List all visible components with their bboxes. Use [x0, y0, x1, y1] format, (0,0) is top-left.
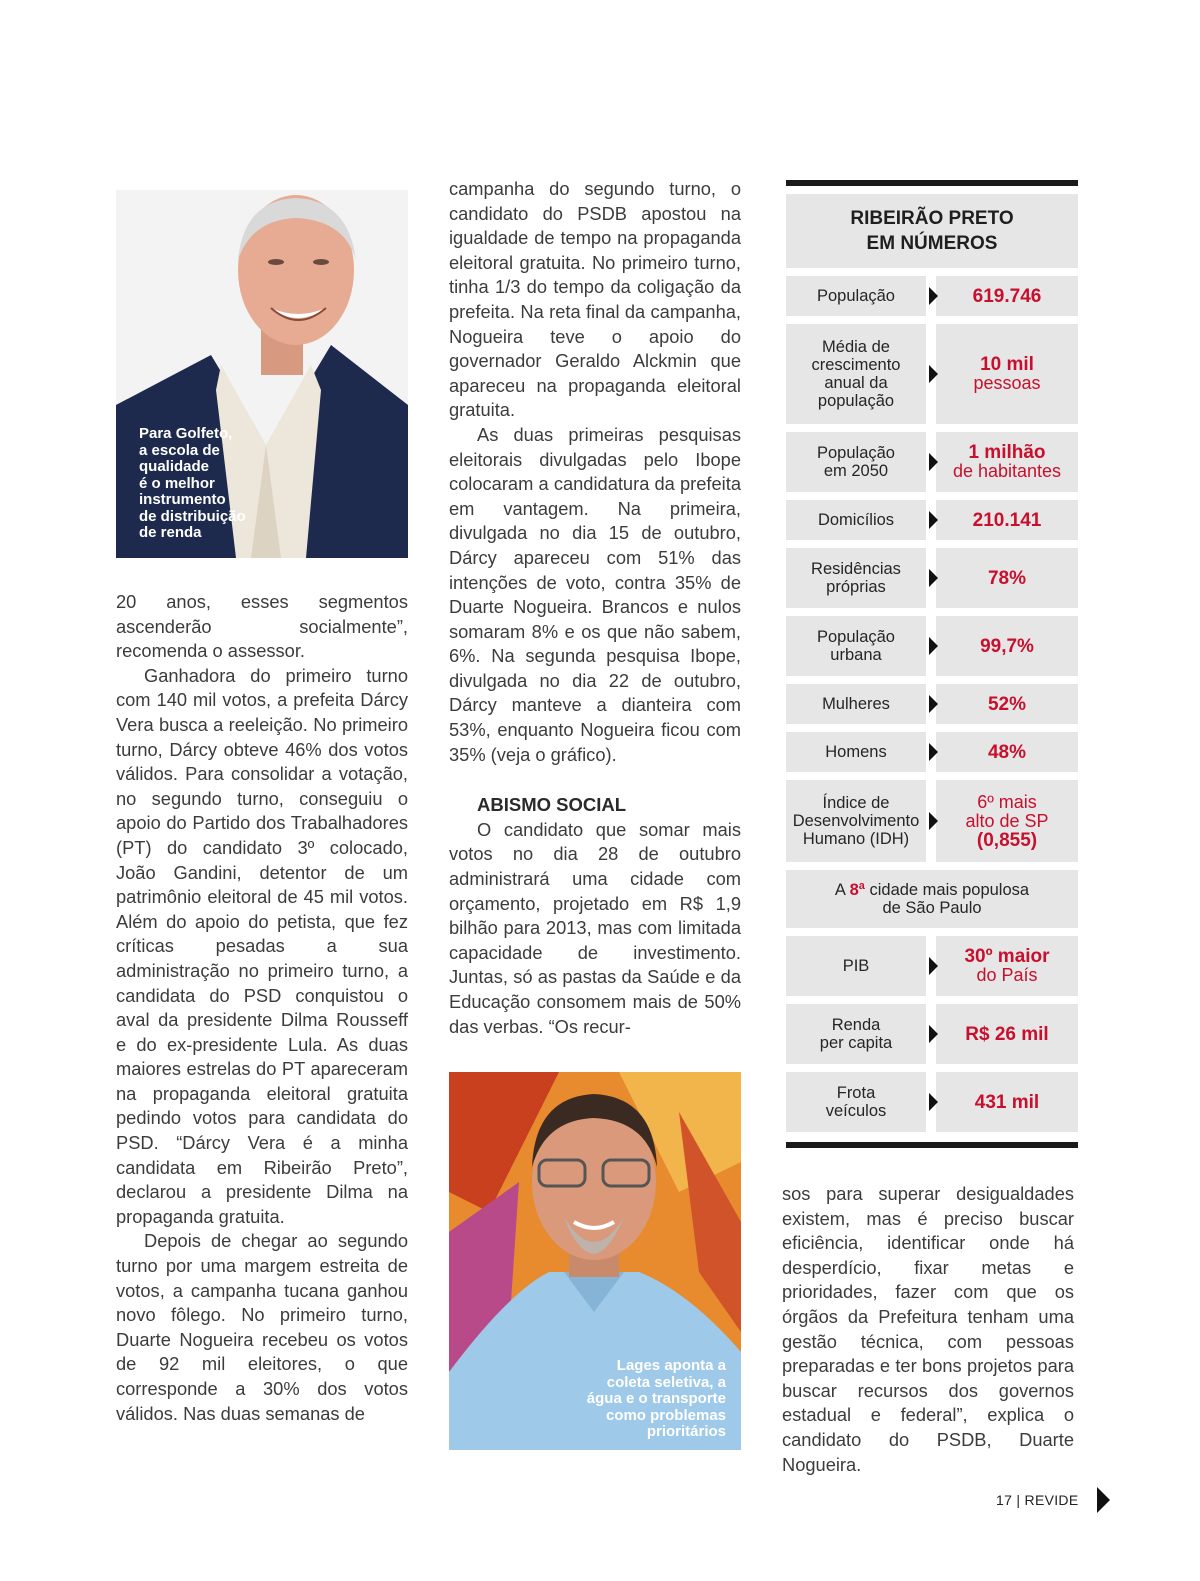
- stat-label: População urbana: [786, 616, 926, 676]
- paragraph: O candidato que somar mais votos no dia 28 de outubro administrará uma cidade com orçamento, projetado em R$ 1,9 bilhão para 2013, mas com limitada capacidade de investimento. Juntas, só as pastas da Saúde e da Educação consomem mais de 50% das verbas. “Os recur-: [449, 818, 741, 1037]
- caption-line: instrumento: [139, 491, 226, 508]
- arrow-icon: [929, 365, 938, 383]
- footer-separator: |: [1016, 1492, 1021, 1508]
- arrow-icon: [929, 743, 938, 761]
- stat-value: 30º maior do País: [936, 936, 1078, 996]
- stat-value: 99,7%: [936, 616, 1078, 676]
- caption-line: de renda: [139, 524, 202, 541]
- title-line: RIBEIRÃO PRETO: [850, 208, 1014, 229]
- caption-line: qualidade: [139, 458, 210, 475]
- title-line: EM NÚMEROS: [866, 233, 998, 254]
- stat-row-idh: [786, 780, 1078, 862]
- arrow-icon: [929, 695, 938, 713]
- arrow-icon: [929, 812, 938, 830]
- paragraph: As duas primeiras pesquisas eleitorais divulgadas pelo Ibope colocaram a candidatura da prefeita em vantagem. Na primeira, divulgada no dia 15 de outubro, Dárcy apareceu com 51% das intenções de voto, contra 35% de Duarte Nogueira. Brancos e nulos somaram 8% e os que não sabem, 6%. Na segunda pesquisa Ibope, divulgada no dia 22 de outubro, Dárcy manteve a dianteira com 53%, enquanto Nogueira ficou com 35% (veja o gráfico).: [449, 423, 741, 765]
- caption-line: de distribuição: [139, 507, 246, 525]
- stat-row-renda: [786, 1004, 1078, 1064]
- stat-label: População: [786, 276, 926, 316]
- stat-value: 78%: [936, 548, 1078, 608]
- stat-label: Domicílios: [786, 500, 926, 540]
- stat-value: 210.141: [936, 500, 1078, 540]
- stat-value: 52%: [936, 684, 1078, 724]
- paragraph: 20 anos, esses segmentos ascenderão socialmente”, recomenda o assessor.: [116, 591, 408, 662]
- arrow-icon: [929, 1093, 938, 1111]
- stat-row-mulheres: [786, 684, 1078, 724]
- stat-row-homens: [786, 732, 1078, 772]
- stat-value: R$ 26 mil: [936, 1004, 1078, 1064]
- stat-row-crescimento: [786, 324, 1078, 424]
- stat-label: Índice de Desenvolvimento Humano (IDH): [786, 780, 926, 862]
- stat-value: 10 mil pessoas: [936, 324, 1078, 424]
- page-footer: [996, 1492, 1078, 1508]
- stat-row-urbana: [786, 616, 1078, 676]
- stat-label: Homens: [786, 732, 926, 772]
- caption-line: coleta seletiva, a: [606, 1373, 726, 1391]
- stat-row-pib: [786, 936, 1078, 996]
- caption-line: prioritários: [646, 1423, 726, 1440]
- next-page-arrow-icon: [1097, 1487, 1110, 1513]
- magazine-name: REVIDE: [1024, 1492, 1079, 1508]
- bottom-rule: [786, 1142, 1078, 1148]
- stat-value: 619.746: [936, 276, 1078, 316]
- page-number: 17: [996, 1492, 1013, 1508]
- arrow-icon: [929, 957, 938, 975]
- golfeto-caption: [139, 426, 246, 542]
- stat-row-residencias: [786, 548, 1078, 608]
- caption-line: é o melhor: [139, 474, 215, 492]
- caption-line: como problemas: [605, 1406, 726, 1424]
- caption-line: Lages aponta a: [616, 1357, 726, 1374]
- stats-sidebar: [786, 180, 1078, 1148]
- arrow-icon: [929, 453, 938, 471]
- column-2: [449, 177, 741, 1039]
- arrow-icon: [929, 287, 938, 305]
- stat-label: População em 2050: [786, 432, 926, 492]
- stat-row-frota: [786, 1072, 1078, 1132]
- paragraph: Depois de chegar ao segundo turno por uma margem estreita de votos, a campanha tucana ganhou novo fôlego. No primeiro turno, Duarte Nogueira recebeu os votos de 92 mil eleitores, o que corresponde a 30% dos votos válidos. Nas duas semanas de: [116, 1230, 408, 1424]
- section-heading: ABISMO SOCIAL: [477, 794, 627, 816]
- caption-line: a escola de: [139, 441, 220, 459]
- stat-value: 1 milhão de habitantes: [936, 432, 1078, 492]
- stat-value: 431 mil: [936, 1072, 1078, 1132]
- stat-row-populacao: [786, 276, 1078, 316]
- stat-label: PIB: [786, 936, 926, 996]
- column-1: [116, 590, 408, 1426]
- paragraph: Ganhadora do primeiro turno com 140 mil votos, a prefeita Dárcy Vera busca a reeleição. No primeiro turno, Dárcy obteve 46% dos votos válidos. Para consolidar a votação, no segundo turno, conseguiu o apoio do Partido dos Trabalhadores (PT) do candidato 3º colocado, João Gandini, detentor de um patrimônio eleitoral de 45 mil votos. Além do apoio do petista, que fez críticas pesadas a sua administração no primeiro turno, a candidata do PSD conquistou o aval da presidente Dilma Rousseff e do ex-presidente Lula. As duas maiores estrelas do PT apareceram na propaganda eleitoral gratuita pedindo votos para candidata do PSD. “Dárcy Vera é a minha candidata em Ribeirão Preto”, declarou a presidente Dilma na propaganda gratuita.: [116, 664, 408, 1227]
- arrow-icon: [929, 637, 938, 655]
- sidebar-title: [786, 194, 1078, 268]
- stat-label: Mulheres: [786, 684, 926, 724]
- caption-line: água e o transporte: [586, 1390, 726, 1407]
- lages-caption: [560, 1358, 726, 1441]
- arrow-icon: [929, 1025, 938, 1043]
- caption-line: Para Golfeto,: [139, 425, 233, 442]
- top-rule: [786, 180, 1078, 186]
- paragraph: campanha do segundo turno, o candidato do PSDB apostou na igualdade de tempo na propaganda eleitoral gratuita. No primeiro turno, tinha 1/3 do tempo da coligação da prefeita. Na reta final da campanha, Nogueira teve o apoio do governador Geraldo Alckmin que apareceu na propaganda eleitoral gratuita.: [449, 178, 741, 421]
- stat-label: Renda per capita: [786, 1004, 926, 1064]
- stat-label: Residências próprias: [786, 548, 926, 608]
- stat-value: 48%: [936, 732, 1078, 772]
- stat-row-populacao-2050: [786, 432, 1078, 492]
- paragraph: sos para superar desigualdades existem, mas é preciso buscar eficiência, identificar onde há desperdício, fixar metas e prioridades, fazer com que os órgãos da Prefeitura tenham uma gestão técnica, com pessoas preparadas e ter bons projetos para buscar recursos dos governos estadual e federal”, explica o candidato do PSDB, Duarte Nogueira.: [782, 1183, 1074, 1475]
- stat-label: Frota veículos: [786, 1072, 926, 1132]
- stat-rank-banner: A 8ª cidade mais populosa de São Paulo: [786, 870, 1078, 928]
- stat-row-domicilios: [786, 500, 1078, 540]
- stat-value: 6º mais alto de SP (0,855): [936, 780, 1078, 862]
- stat-label: Média de crescimento anual da população: [786, 324, 926, 424]
- arrow-icon: [929, 511, 938, 529]
- arrow-icon: [929, 569, 938, 587]
- column-3: [782, 1182, 1074, 1477]
